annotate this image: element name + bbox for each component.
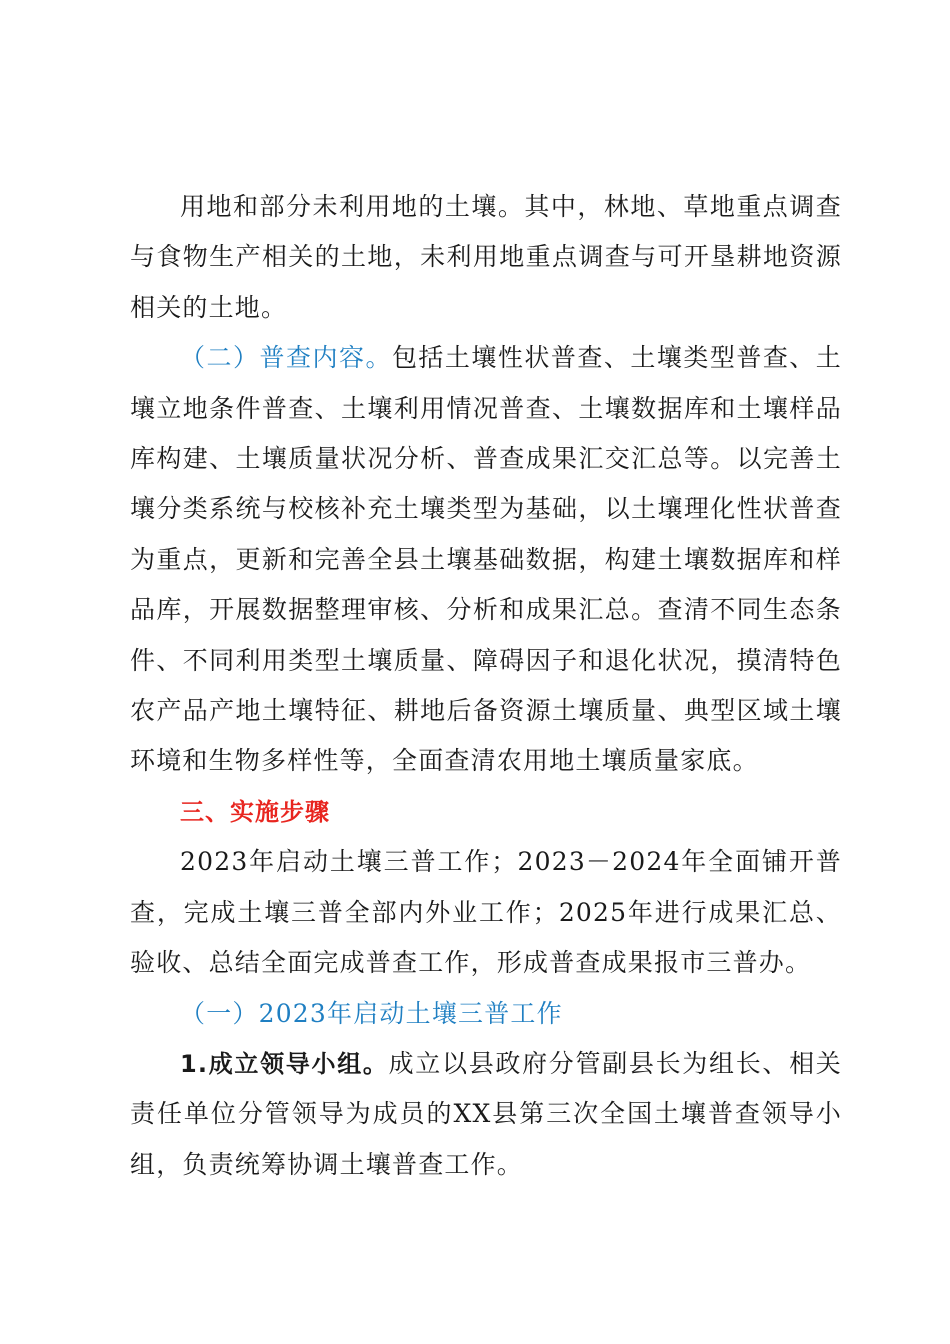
- subsection-heading-2023: [130, 989, 842, 1039]
- section-heading-text: 三、实施步骤: [180, 797, 330, 826]
- paragraph-text: 包括土壤性状普查、土壤类型普查、土壤立地条件普查、土壤利用情况普查、土壤数据库和土壤样品库构建、土壤质量状况分析、普查成果汇交汇总等。以完善土壤分类系统与校核补充土壤类型为基础，以土壤理化性状普查为重点，更新和完善全县土壤基础数据，构建土壤数据库和样品库，开展数据整理审核、分析和成果汇总。查清不同生态条件、不同利用类型土壤质量、障碍因子和退化状况，摸清特色农产品产地土壤特征、耕地后备资源土壤质量、典型区域土壤环境和生物多样性等，全面查清农用地土壤质量家底。: [130, 343, 842, 776]
- paragraph-text: 用地和部分未利用地的土壤。其中，林地、草地重点调查与食物生产相关的土地，未利用地重点调查与可开垦耕地资源相关的土地。: [130, 192, 842, 322]
- subsection-heading-text: （一）2023年启动土壤三普工作: [180, 998, 563, 1028]
- paragraph-leading-group: [130, 1039, 842, 1190]
- document-body: [130, 182, 842, 1190]
- item-lead-text: 1.成立领导小组。: [180, 1049, 389, 1078]
- paragraph-land-scope: [130, 182, 842, 333]
- paragraph-text: 2023年启动土壤三普工作；2023－2024年全面铺开普查，完成土壤三普全部内外业工作；2025年进行成果汇总、验收、总结全面完成普查工作，形成普查成果报市三普办。: [130, 847, 842, 978]
- paragraph-survey-content: [130, 333, 842, 787]
- section-heading-implementation-steps: [130, 787, 842, 837]
- paragraph-timeline: [130, 837, 842, 988]
- paragraph-text: 成立以县政府分管副县长为组长、相关责任单位分管领导为成员的XX县第三次全国土壤普查领导小组，负责统筹协调土壤普查工作。: [130, 1048, 842, 1179]
- subsection-heading-survey-content: （二）普查内容。: [180, 343, 392, 373]
